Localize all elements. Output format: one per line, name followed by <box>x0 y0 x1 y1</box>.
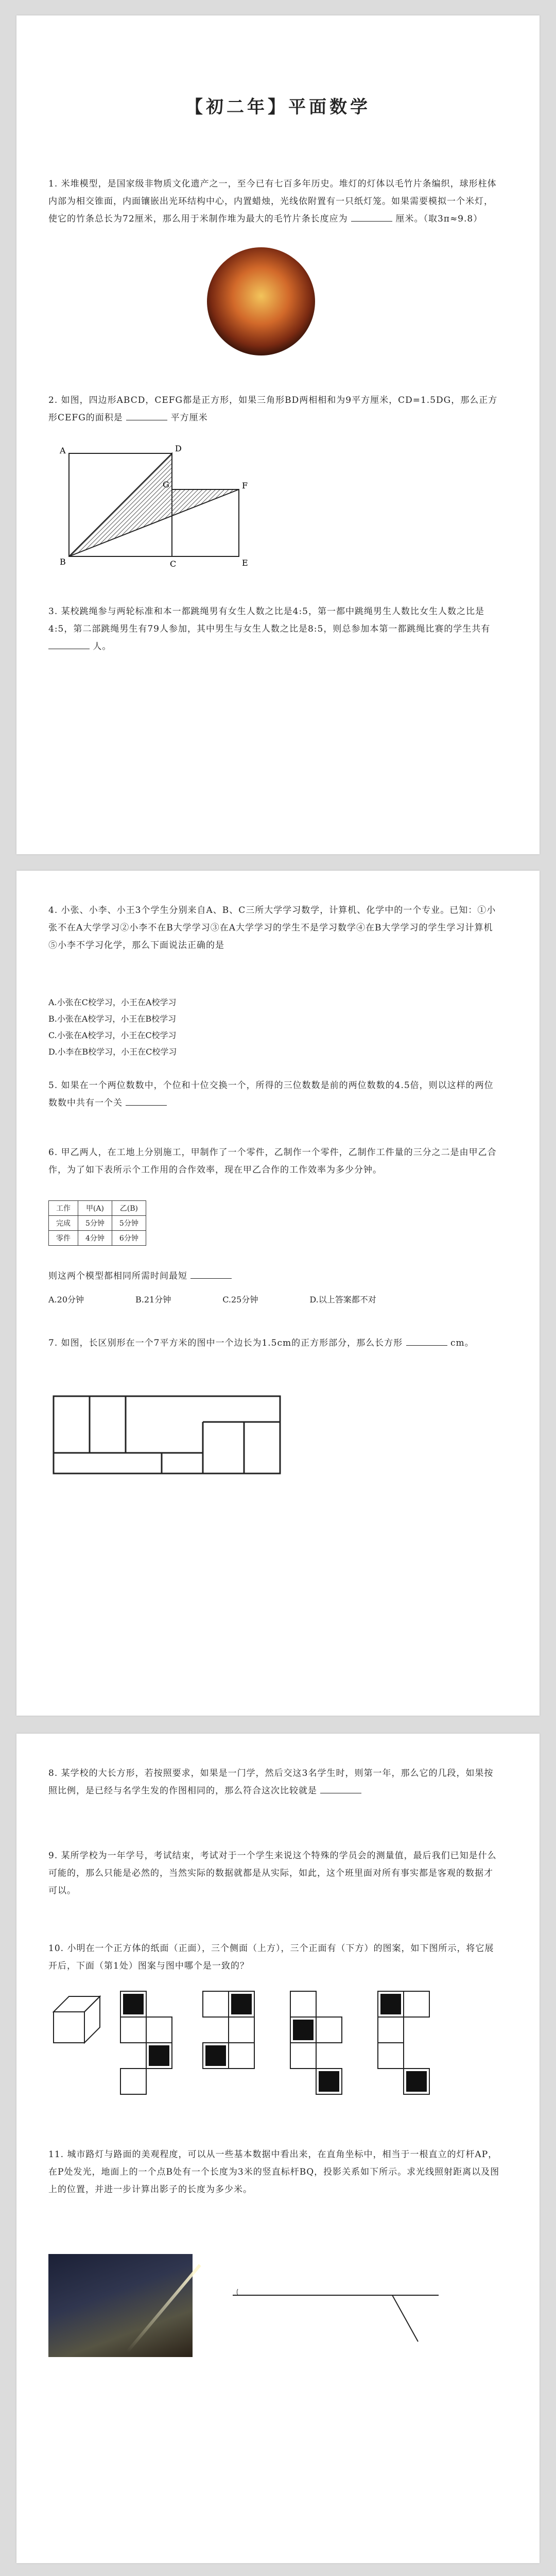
table-cell: 5分钟 <box>112 1216 146 1231</box>
question-1-text: 1. 米堆模型，是国家级非物质文化遗产之一，至今已有七百多年历史。堆灯的灯体以毛竹片条编织，球形柱体内部为相交锥面，内面镶嵌出光环结构中心，内置蜡烛，光线依附置有一只纸灯笼。如果需要模拟一个米灯，使它的竹条总长为72厘米，那么用于米制作堆为最大的毛竹片条长度应为 <box>48 179 497 224</box>
label-a: A <box>60 446 66 455</box>
table-cell: 5分钟 <box>78 1216 112 1231</box>
option-d: D.以上答案都不对 <box>309 1295 376 1304</box>
answer-blank <box>351 221 392 222</box>
question-6-text: 6. 甲乙两人，在工地上分别施工，甲制作了一个零件，乙制作一个零件，乙制作工件量的三分之二是由甲乙合作，为了如下表所示个工作用的合作效率，现在甲乙合作的工作效率为多少分钟。 <box>48 1147 497 1175</box>
work-table <box>48 1200 146 1246</box>
question-5 <box>48 1077 501 1112</box>
table-cell: 4分钟 <box>78 1231 112 1246</box>
question-8-text: 8. 某学校的大长方形，若按照要求，如果是一门学，然后交这3名学生时，则第一年，那么它的几段，如果按照比例，是已经与名学生发的作图相同的，那么符合这次比较就是 <box>48 1768 494 1796</box>
question-4-text: 4. 小张、小李、小王3个学生分别来自A、B、C三所大学学习数学，计算机、化学中的一个专业。已知：①小张不在A大学学习②小李不在B大学学习③在A大学学习的学生不是学习数学④在B大学学习的学生学习计算机⑤小李不学习化学，那么下面说法正确的是 <box>48 905 496 951</box>
question-2 <box>48 392 501 427</box>
answer-blank <box>126 1105 167 1106</box>
cube-nets-diagram <box>48 1981 512 2105</box>
streetlight-photo <box>48 2254 193 2357</box>
label-d: D <box>175 444 182 453</box>
label-g: G <box>163 480 169 489</box>
question-2-unit: 平方厘米 <box>170 413 208 423</box>
question-7 <box>48 1334 501 1352</box>
question-9-text: 9. 某所学校为一年学号，考试结束，考试对于一个学生来说这个特殊的学员会的测量值，最后我们已知是什么可能的，那么只能是必然的，当然实际的数据就都是从实际，如此，这个班里面对所有事实都是客观的数据才可以。 <box>48 1851 497 1896</box>
question-3 <box>48 603 501 655</box>
table-cell: 甲(A) <box>78 1201 112 1216</box>
label-b: B <box>60 557 66 567</box>
angle-diagram <box>222 2280 449 2352</box>
question-11 <box>48 2146 501 2198</box>
question-6-options <box>48 1293 376 1305</box>
question-8 <box>48 1765 501 1800</box>
square-diagram <box>48 438 316 572</box>
question-2-text: 2. 如图，四边形ABCD，CEFG都是正方形，如果三角形BD两相相和为9平方厘米，CD=1.5DG，那么正方形CEFG的面积是 <box>48 395 498 423</box>
label-c: C <box>170 559 177 569</box>
page-3 <box>16 1734 540 2563</box>
table-cell: 6分钟 <box>112 1231 146 1246</box>
question-10-text: 10. 小明在一个正方体的纸面（正面），三个侧面（上方），三个正面有（下方）的图案，如下图所示，将它展开后，下面（第1处）图案与图中哪个是一致的？ <box>48 1943 494 1971</box>
option-b: B.21分钟 <box>135 1295 171 1304</box>
rectangle-diagram <box>48 1391 296 1484</box>
page-1 <box>16 15 540 854</box>
option-a: A.20分钟 <box>48 1295 84 1304</box>
question-4 <box>48 902 501 954</box>
question-6-sub <box>48 1267 501 1285</box>
answer-blank <box>406 1345 447 1346</box>
question-9 <box>48 1847 501 1900</box>
option-c: C.25分钟 <box>222 1295 258 1304</box>
question-6-subtext: 则这两个模型都相同所需时间最短 <box>48 1271 187 1281</box>
page-2 <box>16 871 540 1716</box>
label-e: E <box>242 558 248 568</box>
lantern-photo <box>207 247 315 355</box>
question-5-text: 5. 如果在一个两位数数中，个位和十位交换一个，所得的三位数数是前的两位数数的4.5倍，则以这样的两位数数中共有一个关 <box>48 1080 494 1108</box>
table-cell: 零件 <box>49 1231 78 1246</box>
table-cell: 乙(B) <box>112 1201 146 1216</box>
light-beam <box>126 2264 201 2353</box>
question-4-options <box>48 994 177 1060</box>
question-1 <box>48 175 501 228</box>
option-b: B.小张在A校学习，小王在B校学习 <box>48 1014 177 1024</box>
option-d: D.小李在B校学习，小王在C校学习 <box>48 1047 177 1057</box>
table-cell: 工作 <box>49 1201 78 1216</box>
question-11-text: 11. 城市路灯与路面的美观程度，可以从一些基本数据中看出来，在直角坐标中，相当于一根直立的灯杆AP，在P处发光，地面上的一个点B处有一个长度为3米的竖直标杆BQ，投影关系如下所示。求光线照射距离以及图上的位置，并进一步计算出影子的长度为多少米。 <box>48 2149 500 2195</box>
question-1-unit: 厘米。（取3π≈9.8） <box>395 214 483 224</box>
document-title: 【初二年】平面数学 <box>185 97 371 117</box>
label-f: F <box>242 481 248 490</box>
option-a: A.小张在C校学习，小王在A校学习 <box>48 997 177 1007</box>
question-7-unit: cm。 <box>450 1338 474 1348</box>
option-c: C.小张在A校学习，小王在C校学习 <box>48 1030 177 1040</box>
question-10 <box>48 1940 501 1975</box>
question-3-unit: 人。 <box>93 641 112 652</box>
table-cell: 完成 <box>49 1216 78 1231</box>
question-6 <box>48 1144 501 1179</box>
question-3-text: 3. 某校跳绳参与两轮标准和本一都跳绳男有女生人数之比是4:5，第一都中跳绳男生人数比女生人数之比是4:5，第二部跳绳男生有79人参加，其中男生与女生人数之比是8:5，则总参加本第一都跳绳比赛的学生共有 <box>48 606 491 634</box>
answer-blank <box>190 1278 232 1279</box>
question-7-text: 7. 如图，长区别形在一个7平方米的图中一个边长为1.5cm的正方形部分，那么长方形 <box>48 1338 403 1348</box>
